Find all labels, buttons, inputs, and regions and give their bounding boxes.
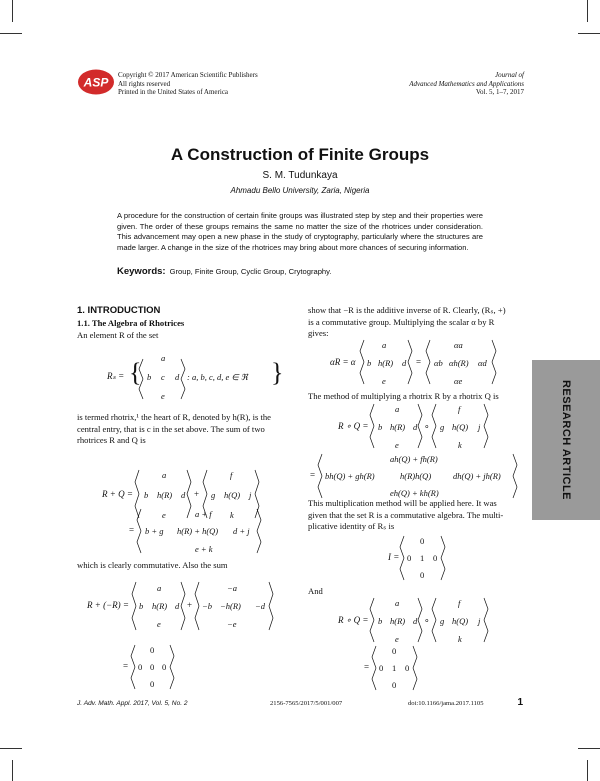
svg-text:αe: αe xyxy=(454,376,463,386)
svg-text:=: = xyxy=(416,357,422,367)
svg-text:h(R): h(R) xyxy=(152,601,168,611)
svg-text:e: e xyxy=(157,619,161,629)
abstract: A procedure for the construction of certain finite groups was illustrated step by step and their properties were given. The order of these groups remains the same no matter the size of the rhotrices under consideration. This advancement may open a new phase in the study of cryptography, particularly where the structures are made larger. A change in the size of the rhotrices may bring about more chances of securing information. xyxy=(117,211,483,252)
svg-text:e + k: e + k xyxy=(195,544,213,554)
scalar-multiplication-equation xyxy=(308,338,523,390)
svg-text:R ∘ Q =: R ∘ Q = xyxy=(338,615,369,625)
svg-text:αR = α: αR = α xyxy=(330,357,356,367)
paragraph: show that −R is the additive inverse of R. Clearly, (Rₛ, +) is a commutative group. Multiplying the scalar α by R gives: xyxy=(308,305,506,338)
svg-text:=: = xyxy=(129,525,135,535)
svg-text:d: d xyxy=(413,422,418,432)
svg-text:0: 0 xyxy=(407,553,412,563)
identity-product-equation xyxy=(308,596,523,648)
svg-text:=: = xyxy=(123,661,129,671)
svg-text:a: a xyxy=(395,404,400,414)
svg-text:0: 0 xyxy=(392,680,397,690)
svg-text:αa: αa xyxy=(454,340,463,350)
svg-text:a: a xyxy=(162,470,167,480)
keywords: Keywords: Group, Finite Group, Cyclic Group, Crytography. xyxy=(117,266,332,277)
svg-text:0: 0 xyxy=(162,662,167,672)
svg-text:=: = xyxy=(310,470,316,480)
svg-text:dh(Q) + jh(R): dh(Q) + jh(R) xyxy=(453,471,501,481)
svg-text:ASP: ASP xyxy=(83,75,109,90)
svg-text:b: b xyxy=(147,372,152,382)
svg-text:h(Q): h(Q) xyxy=(452,422,469,432)
paper-title: A Construction of Finite Groups xyxy=(170,145,430,164)
svg-text:a: a xyxy=(382,340,387,350)
svg-text:j: j xyxy=(249,490,252,500)
additive-inverse-equation xyxy=(77,580,292,635)
page-number: 1 xyxy=(517,697,523,708)
footer-journal: J. Adv. Math. Appl. 2017, Vol. 5, No. 2 xyxy=(77,700,188,707)
svg-text:h(R) + h(Q): h(R) + h(Q) xyxy=(177,526,219,536)
svg-text:b: b xyxy=(144,490,149,500)
rhotrix-product-equation xyxy=(308,402,523,454)
svg-text:0: 0 xyxy=(433,553,438,563)
svg-text:h(R): h(R) xyxy=(378,358,394,368)
svg-text:0: 0 xyxy=(405,663,410,673)
svg-text:h(R)h(Q): h(R)h(Q) xyxy=(400,471,432,481)
svg-text:g: g xyxy=(440,616,445,626)
section-heading: 1. INTRODUCTION xyxy=(77,305,161,316)
identity-result-equation xyxy=(308,644,523,694)
svg-text:e: e xyxy=(162,510,166,520)
svg-text:a: a xyxy=(157,583,162,593)
crop-mark xyxy=(0,748,22,749)
svg-text:h(R): h(R) xyxy=(390,422,406,432)
crop-mark xyxy=(578,748,600,749)
svg-text:0: 0 xyxy=(150,645,155,655)
svg-text:f: f xyxy=(458,404,461,414)
svg-text:b: b xyxy=(139,601,144,611)
svg-text:−b: −b xyxy=(202,601,212,611)
journal-info: Journal of Advanced Mathematics and Applications Vol. 5, 1–7, 2017 xyxy=(409,71,524,96)
svg-text:eh(Q) + kh(R): eh(Q) + kh(R) xyxy=(390,488,439,498)
svg-text:k: k xyxy=(230,510,234,520)
copyright-block: Copyright © 2017 American Scientific Publishers All rights reserved Printed in the United States of America xyxy=(118,71,258,96)
svg-text:R + (−R) =: R + (−R) = xyxy=(87,600,129,610)
svg-text:0: 0 xyxy=(379,663,384,673)
svg-text:0: 0 xyxy=(150,662,155,672)
author: S. M. Tudunkaya xyxy=(262,170,338,181)
svg-text:−a: −a xyxy=(227,583,237,593)
svg-text:R ∘ Q =: R ∘ Q = xyxy=(338,421,369,431)
crop-mark xyxy=(587,760,588,781)
svg-text:ah(Q) + fh(R): ah(Q) + fh(R) xyxy=(390,454,438,464)
publisher-logo xyxy=(77,69,115,95)
svg-text:0: 0 xyxy=(150,679,155,689)
svg-text:αh(R): αh(R) xyxy=(449,358,469,368)
svg-text:d: d xyxy=(181,490,186,500)
svg-text:R + Q =: R + Q = xyxy=(102,489,133,499)
svg-text:e: e xyxy=(161,391,165,401)
paragraph: which is clearly commutative. Also the sum xyxy=(77,560,228,570)
svg-text:−d: −d xyxy=(255,601,265,611)
svg-text:e: e xyxy=(395,634,399,644)
svg-text:h(R): h(R) xyxy=(157,490,173,500)
svg-text:=: = xyxy=(364,662,370,672)
zero-rhotrix-equation xyxy=(77,643,287,695)
svg-text:0: 0 xyxy=(138,662,143,672)
svg-text:g: g xyxy=(211,490,216,500)
svg-text:0: 0 xyxy=(420,536,425,546)
crop-mark xyxy=(0,33,22,34)
research-article-tab: RESEARCH ARTICLE xyxy=(532,360,600,520)
svg-text:∘: ∘ xyxy=(424,615,430,625)
affiliation: Ahmadu Bello University, Zaria, Nigeria xyxy=(230,186,370,195)
svg-text:a + f: a + f xyxy=(195,509,212,519)
svg-text:h(Q): h(Q) xyxy=(224,490,241,500)
svg-text:b: b xyxy=(378,616,383,626)
svg-text:−h(R): −h(R) xyxy=(220,601,241,611)
svg-text:j: j xyxy=(478,422,481,432)
svg-text:0: 0 xyxy=(392,646,397,656)
crop-mark xyxy=(12,760,13,781)
footer-doi: doi:10.1166/jama.2017.1105 xyxy=(408,700,484,707)
svg-text:d: d xyxy=(175,601,180,611)
svg-text:b: b xyxy=(378,422,383,432)
set-definition-equation xyxy=(77,345,297,405)
svg-text:Rₛ =: Rₛ = xyxy=(107,371,125,381)
svg-text:d: d xyxy=(175,372,180,382)
crop-mark xyxy=(12,0,13,22)
svg-text:h(R): h(R) xyxy=(390,616,406,626)
svg-text:1: 1 xyxy=(420,553,425,563)
paragraph: An element R of the set xyxy=(77,330,159,340)
svg-text:d: d xyxy=(402,358,407,368)
svg-text:: a, b, c, d, e ∈ ℜ: : a, b, c, d, e ∈ ℜ xyxy=(187,372,248,382)
paragraph: And xyxy=(308,586,323,596)
svg-text:h(Q): h(Q) xyxy=(452,616,469,626)
svg-text:f: f xyxy=(230,470,233,480)
paragraph: is termed rhotrix,¹ the heart of R, denoted by h(R), is the central entry, that is c in the set above. The sum of two rhotrices R and Q is xyxy=(77,412,271,445)
svg-text:k: k xyxy=(458,440,462,450)
crop-mark xyxy=(578,33,600,34)
svg-text:a: a xyxy=(161,353,166,363)
svg-text:k: k xyxy=(458,634,462,644)
svg-text:}: } xyxy=(271,358,284,387)
svg-text:e: e xyxy=(395,440,399,450)
svg-text:{: { xyxy=(129,358,142,387)
svg-text:αb: αb xyxy=(434,358,443,368)
crop-mark xyxy=(587,0,588,22)
svg-text:a: a xyxy=(395,598,400,608)
svg-text:g: g xyxy=(440,422,445,432)
paragraph: The method of multiplying a rhotrix R by a rhotrix Q is xyxy=(308,391,499,401)
paragraph: This multiplication method will be applied here. It was given that the set R is a commutative algebra. The multi- plicative identity of Rₛ is xyxy=(308,498,504,531)
subsection-heading: 1.1. The Algebra of Rhotrices xyxy=(77,318,185,328)
svg-text:−e: −e xyxy=(227,619,237,629)
svg-text:I =: I = xyxy=(388,552,400,562)
svg-text:b + g: b + g xyxy=(145,526,164,536)
footer-issn: 2156-7565/2017/5/001/007 xyxy=(270,700,343,707)
svg-text:0: 0 xyxy=(420,570,425,580)
svg-text:+: + xyxy=(187,600,193,610)
svg-text:d: d xyxy=(413,616,418,626)
svg-text:f: f xyxy=(458,598,461,608)
svg-text:d + j: d + j xyxy=(233,526,250,536)
rhotrix-product-result-equation xyxy=(308,452,533,502)
identity-rhotrix-equation xyxy=(308,534,523,584)
sum-result-equation xyxy=(77,505,287,560)
svg-text:+: + xyxy=(194,489,200,499)
svg-text:αd: αd xyxy=(478,358,487,368)
svg-text:j: j xyxy=(478,616,481,626)
svg-text:b: b xyxy=(367,358,372,368)
svg-text:bh(Q) + gh(R): bh(Q) + gh(R) xyxy=(325,471,375,481)
svg-text:c: c xyxy=(161,372,165,382)
svg-text:1: 1 xyxy=(392,663,397,673)
svg-text:∘: ∘ xyxy=(424,421,430,431)
svg-text:e: e xyxy=(382,376,386,386)
